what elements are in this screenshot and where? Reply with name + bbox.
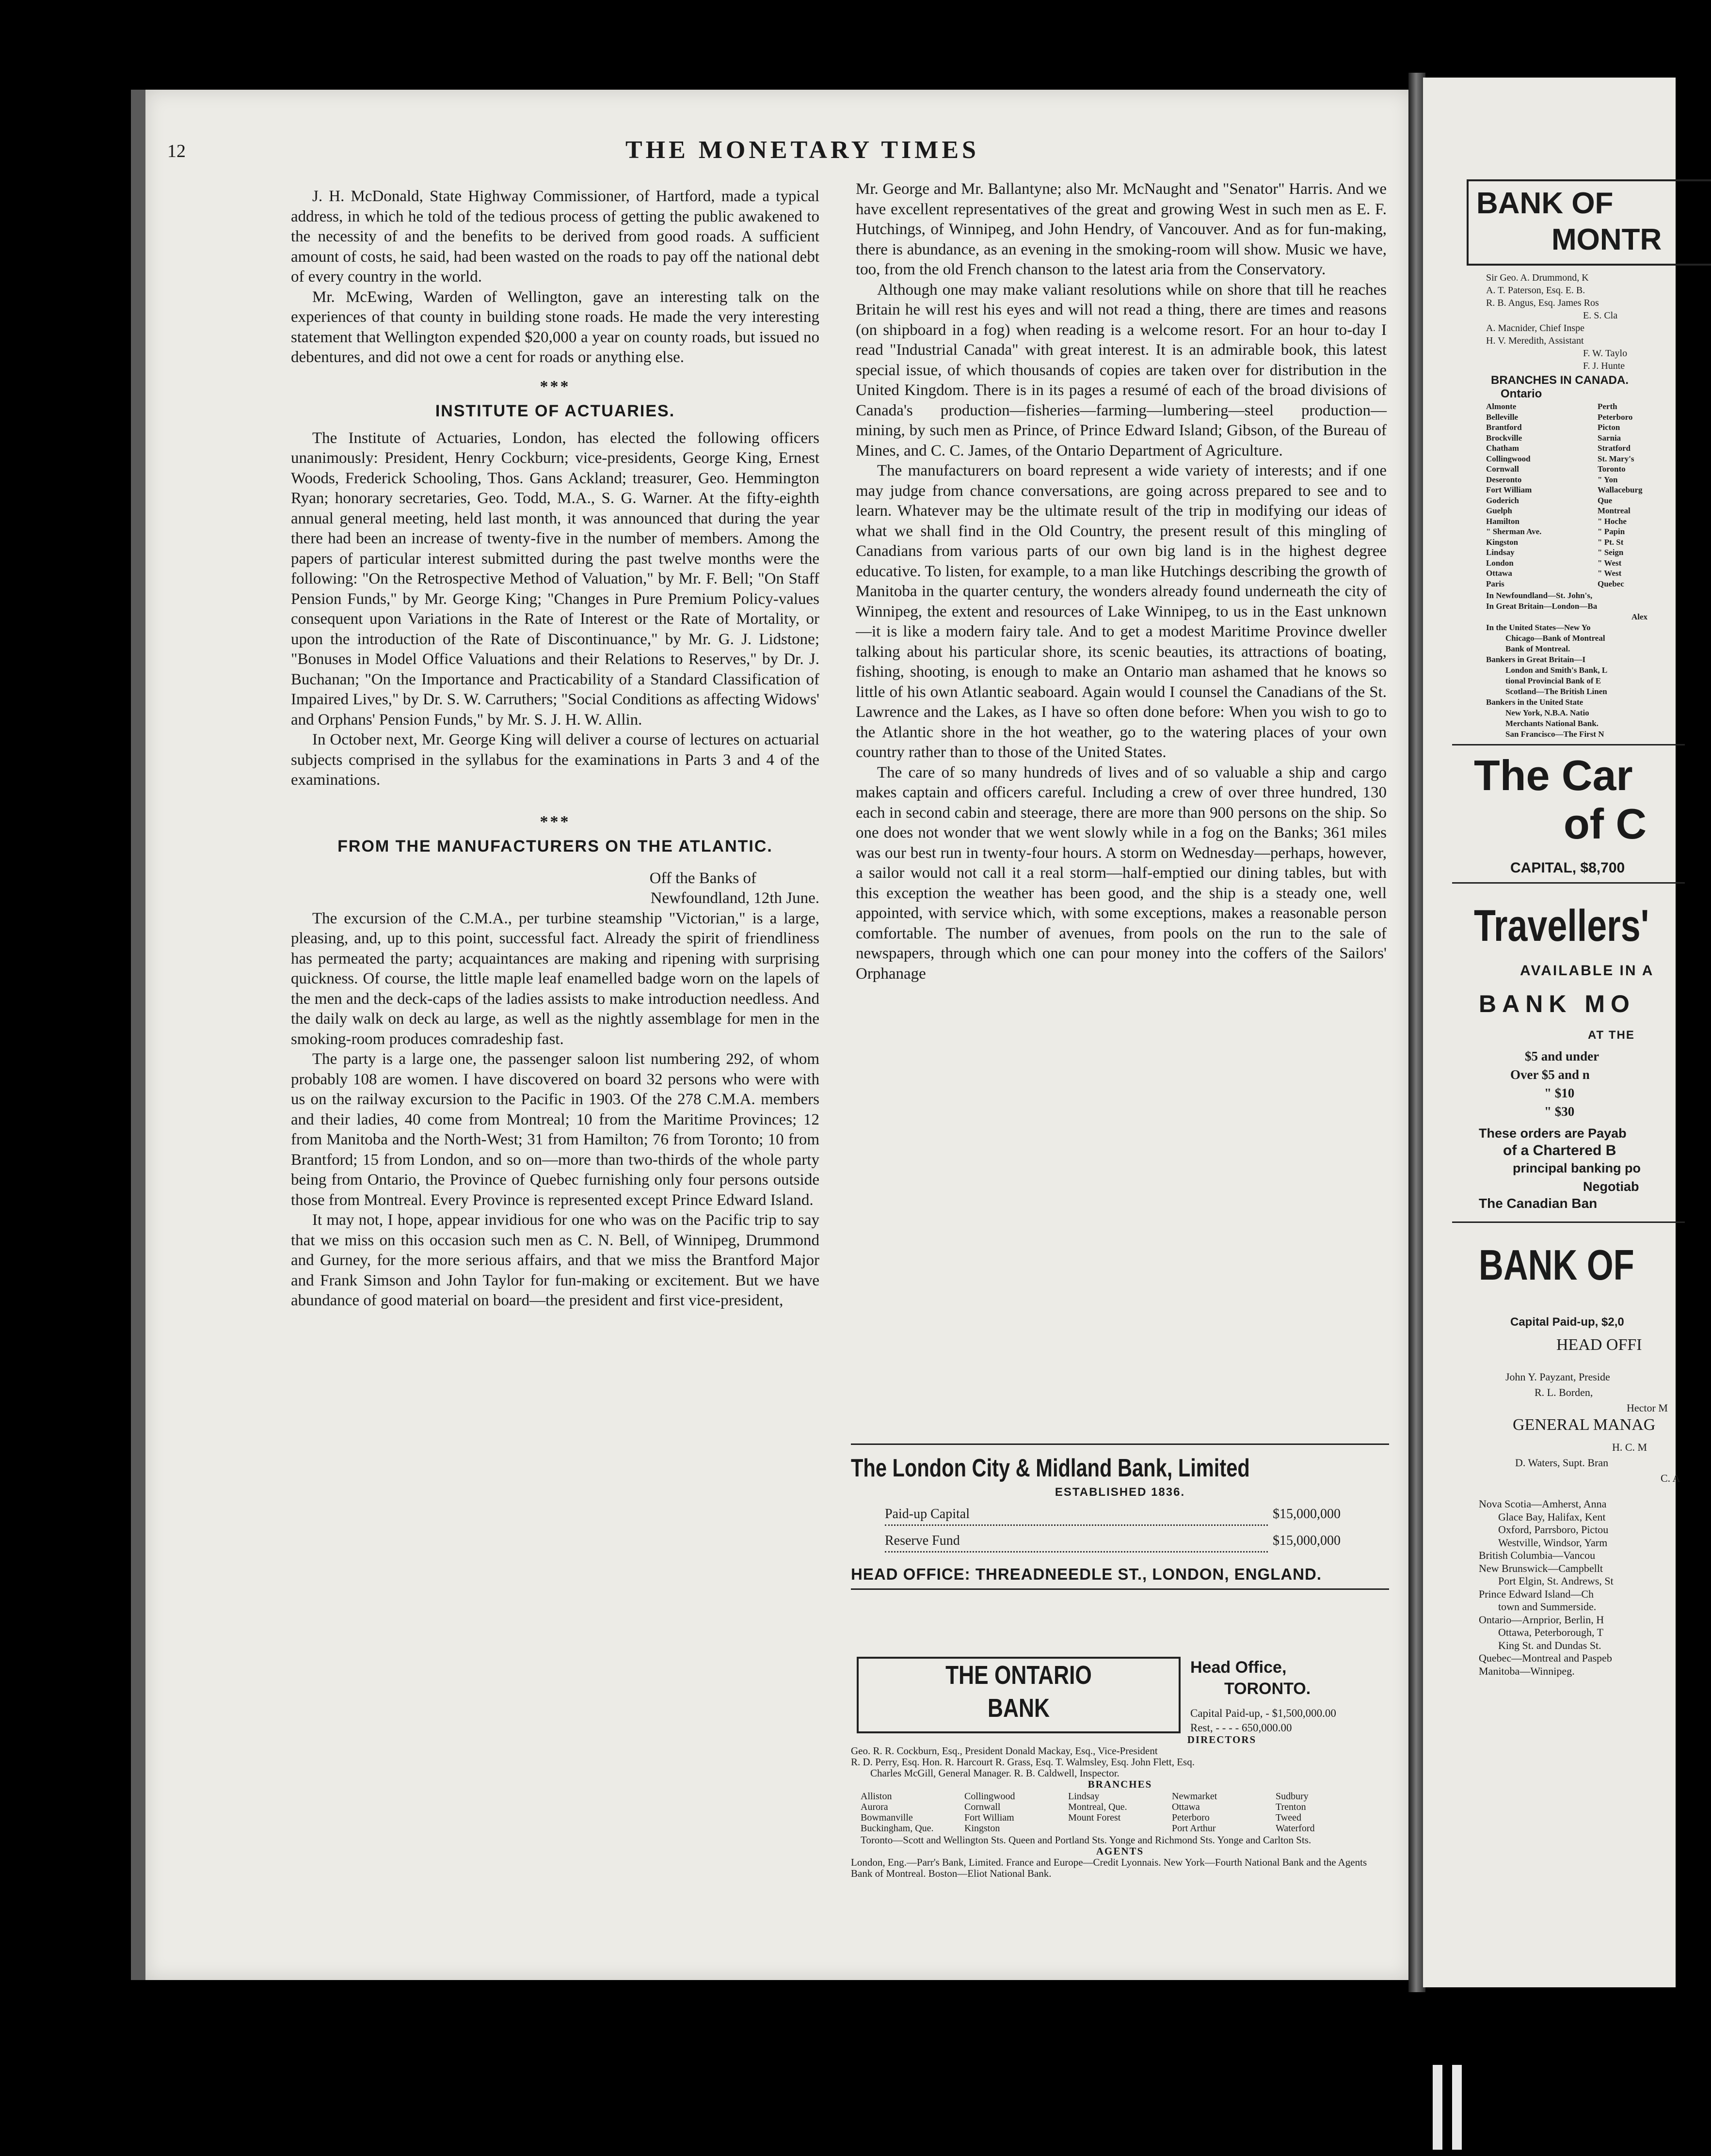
section-heading: FROM THE MANUFACTURERS ON THE ATLANTIC. xyxy=(337,837,773,856)
head-office-city: TORONTO. xyxy=(1224,1680,1311,1698)
paragraph: Mr. George and Mr. Ballantyne; also Mr. McNaught and "Senator" Harris. And we have excellent representatives of the great and growing West in such men as E. F. Hutchings, of Winnipeg, and John Hendry, of Vancouver. And as for fun-making, there is abundance, as an evening in the smoking-room will show. Music we have, too, from the old French chanson to the latest aria from the Conservatory. xyxy=(856,180,1387,278)
bank-of-title: BANK OF xyxy=(1479,1241,1634,1289)
foreign-line: Merchants National Bank. xyxy=(1505,719,1599,728)
foreign-line: Alex xyxy=(1631,612,1648,621)
gm-line: H. C. M xyxy=(1612,1441,1647,1453)
province-line: Oxford, Parrsboro, Pictou xyxy=(1498,1523,1609,1536)
branch: Aurora xyxy=(861,1802,888,1812)
foreign-line: In Great Britain—London—Ba xyxy=(1486,602,1598,611)
branch-item: Sarnia xyxy=(1598,433,1621,443)
divider xyxy=(1452,882,1685,884)
row-value: $15,000,000 xyxy=(1273,1533,1341,1548)
branch-item: Que xyxy=(1598,495,1613,505)
reserve-fund-row xyxy=(885,1531,1341,1557)
branch: Kingston xyxy=(964,1823,1000,1834)
branch: Collingwood xyxy=(964,1791,1015,1802)
foreign-line: tional Provincial Bank of E xyxy=(1505,676,1601,685)
branch: Port Arthur xyxy=(1172,1823,1216,1834)
branch-item: " Seign xyxy=(1598,548,1624,557)
branch-item: Guelph xyxy=(1486,506,1512,515)
canadian-title-2: of C xyxy=(1564,800,1647,848)
province-line: Glace Bay, Halifax, Kent xyxy=(1498,1510,1606,1523)
branch-item: " Yon xyxy=(1598,475,1618,484)
branch-item: Fort William xyxy=(1486,485,1532,494)
branch-item: Goderich xyxy=(1486,495,1519,505)
province-line: Quebec—Montreal and Paspeb xyxy=(1479,1652,1612,1664)
dateline: Newfoundland, 12th June. xyxy=(650,889,819,907)
foreign-line: Bank of Montreal. xyxy=(1505,644,1570,653)
branch-item: " Sherman Ave. xyxy=(1486,527,1542,536)
branch-item: " Pt. St xyxy=(1598,537,1624,547)
capital-paid: Capital Paid-up, $2,0 xyxy=(1510,1316,1624,1329)
branches-grid xyxy=(861,1791,1379,1834)
bom-branches-heading: BRANCHES IN CANADA. xyxy=(1491,374,1629,387)
rate-line: " $10 xyxy=(1544,1086,1575,1100)
row-label: Reserve Fund xyxy=(885,1531,1268,1553)
bank-mo: BANK MO xyxy=(1479,990,1635,1017)
rates-list xyxy=(1510,1047,1599,1121)
foreign-line: Bankers in the United State xyxy=(1486,698,1583,707)
rest-line: Rest, - - - - 650,000.00 xyxy=(1190,1722,1292,1734)
province-line: Port Elgin, St. Andrews, St xyxy=(1498,1575,1614,1587)
paragraph: The Institute of Actuaries, London, has elected the following officers unanimously: President, Henry Cockburn; vice-presidents, George King, Ernest Woods, Frederick Schooling, Thos. Gans Ackland; treasurer, Geo. Hemmington Ryan; honorary secretaries, Geo. Todd, M.A., S. G. Warner. At the fifty-eighth annual general meeting, held last month, it was announced that during the year there had been an increase of twenty-five in the number of members. Among the papers of particular interest submitted during the past twelve months were the following: "On the Retrospective Method of Valuation," by Mr. F. Bell; "On Staff Pension Funds," by Mr. George King; "Changes in Pure Premium Policy-values consequent upon Variations in the Rate of Interest or the Rate of Mortality, or upon the introduction of the Rate of Discontinuance," by Mr. G. J. Lidstone; "Bonuses in Model Office Valuations and their Relations to Reserves," by Dr. J. Buchanan; "On the Importance and Practicability of a Standard Classification of Impaired Lives," by Dr. S. W. Carruthers; "Social Conditions as affecting Widows' and Orphans' Pension Funds," by Mr. S. J. H. W. Allin. xyxy=(291,429,819,729)
branch-item: Toronto xyxy=(1598,464,1626,474)
branch-item: " West xyxy=(1598,569,1622,578)
branch-item: Almonte xyxy=(1486,402,1517,411)
branch-item: Brantford xyxy=(1486,423,1522,432)
branch-item: Wallaceburg xyxy=(1598,485,1643,494)
officer-line: John Y. Payzant, Preside xyxy=(1505,1371,1610,1383)
film-marker xyxy=(1433,2065,1442,2150)
province-line: town and Summerside. xyxy=(1498,1601,1597,1613)
province-line: King St. and Dundas St. xyxy=(1498,1639,1601,1651)
bom-name: E. S. Cla xyxy=(1583,310,1618,321)
paragraph: The manufacturers on board represent a wide variety of interests; and if one may judge from chance conversations, are going across prepared to see and to learn. Whatever may be the ultimate result of the trip in modifying our ideas of what we shall find in the Old Country, the present result of this mingling of Canadians from various parts of our own big land is in the highest degree educative. To listen, for example, to a man like Hutchings describing the growth of Manitoba in the quarter century, the wonders already found underneath the city of Winnipeg, the extent and resources of Lake Winnipeg, to us in the East unknown—it is like a modern fairy tale. And to get a modest Maritime Province dweller talking about his particular shore, its scenic beauties, its attractions of boating, fishing, shooting, is enough to make an Ontario man ashamed that he knows so little of his own Atlantic seaboard. Again would I counsel the Canadians of the St. Lawrence and the Lakes, as I have so often done before: When you wish to go to the Atlantic shore in the hot weather, go to the watering places of your own country rather than to those of the United States. xyxy=(856,462,1387,761)
paragraph: J. H. McDonald, State Highway Commissioner, of Hartford, made a typical address, in which he told of the tedious process of getting the public awakened to the necessity of and the benefits to be derived from good roads. A sufficient amount of costs, he said, had been wasted on the roads to pay off the national debt of every country in the world. xyxy=(291,188,819,285)
bom-branch-list-right xyxy=(1598,401,1643,589)
province-line: Ontario—Arnprior, Berlin, H xyxy=(1479,1613,1604,1626)
branch-item: Collingwood xyxy=(1486,454,1531,463)
directors-line: R. D. Perry, Esq. Hon. R. Harcourt R. Grass, Esq. T. Walmsley, Esq. John Flett, Esq. xyxy=(851,1756,1195,1768)
column-right xyxy=(856,179,1387,984)
officer-line: R. L. Borden, xyxy=(1535,1386,1593,1398)
branch: Waterford xyxy=(1276,1823,1315,1834)
province-line: Nova Scotia—Amherst, Anna xyxy=(1479,1498,1607,1510)
bom-name: A. T. Paterson, Esq. E. B. xyxy=(1486,285,1585,296)
province-line: Prince Edward Island—Ch xyxy=(1479,1587,1594,1600)
right-page xyxy=(1423,78,1680,1987)
foreign-line: Bankers in Great Britain—I xyxy=(1486,655,1586,664)
ontario-head-office xyxy=(1190,1657,1311,1699)
branches-heading: BRANCHES xyxy=(1087,1778,1152,1790)
bom-names xyxy=(1486,271,1627,372)
bom-ontario: Ontario xyxy=(1501,387,1542,400)
provinces-list xyxy=(1479,1498,1614,1678)
travellers-title: Travellers' xyxy=(1474,901,1649,951)
foreign-line: Scotland—The British Linen xyxy=(1505,687,1607,696)
ornament: *** xyxy=(540,812,571,831)
divider xyxy=(1452,1221,1685,1223)
capital-line: Capital Paid-up, - $1,500,000.00 xyxy=(1190,1707,1336,1719)
at-the: AT THE xyxy=(1588,1029,1635,1042)
ontario-bank-name-box xyxy=(857,1657,1181,1733)
branch-item: Perth xyxy=(1598,402,1617,411)
paragraph: The care of so many hundreds of lives and of so valuable a ship and cargo makes captain and officers careful. Including a crew of over three hundred, 130 each in second cabin and steerage, there are more than 900 persons on the ship. So one does not wonder that we went slowly while in a fog on the Banks; 361 miles was our best run in twenty-four hours. A storm on Wednesday—perhaps, however, a sailor would not call it a real storm—half-emptied our dining tables, but with this exception the weather has been good, and the ship is a steady one, well appointed, with service which, with some exceptions, makes a reasonable person comfortable. The number of avenues, from pools on the run to the sale of newspapers, through which one can pour money into the coffers of the Sailors' Orphanage xyxy=(856,763,1387,983)
foreign-line: New York, N.B.A. Natio xyxy=(1505,708,1589,717)
ad-title: The London City & Midland Bank, Limited xyxy=(851,1454,1250,1482)
payable-line-3: principal banking po xyxy=(1513,1161,1641,1175)
bom-name: F. W. Taylo xyxy=(1583,348,1628,359)
branch-item: Quebec xyxy=(1598,579,1624,588)
foreign-line: San Francisco—The First N xyxy=(1505,729,1604,739)
branch-item: Brockville xyxy=(1486,433,1522,443)
branch: Mount Forest xyxy=(1068,1812,1121,1823)
rate-line: Over $5 and n xyxy=(1510,1067,1590,1082)
rate-line: " $30 xyxy=(1544,1104,1575,1119)
branch: Newmarket xyxy=(1172,1791,1217,1802)
foreign-line: London and Smith's Bank, L xyxy=(1505,666,1608,675)
branch: Fort William xyxy=(964,1812,1014,1823)
branch: Buckingham, Que. xyxy=(861,1823,934,1834)
branch: Bowmanville xyxy=(861,1812,913,1823)
rate-line: $5 and under xyxy=(1525,1049,1599,1063)
branch: Lindsay xyxy=(1068,1791,1100,1802)
column-left xyxy=(291,187,819,1311)
officers xyxy=(1505,1369,1668,1416)
ad-head-office: HEAD OFFICE: THREADNEEDLE ST., LONDON, ENGLAND. xyxy=(851,1565,1322,1583)
paragraph: The excursion of the C.M.A., per turbine steamship "Victorian," is a large, pleasing, and, up to this point, successful fact. Already the spirit of friendliness has permeated the party; acquaintances are making and ripening with surprising quickness. Of course, the little maple leaf enamelled badge worn on the lapels of the men and the deck-caps of the ladies assists to make introduction needless. And the daily walk on deck au large, as well as the nightly assemblage for men in the smoking-room produces comradeship fast. xyxy=(291,909,819,1048)
branch-item: Chatham xyxy=(1486,444,1519,453)
directors-line: Geo. R. R. Cockburn, Esq., President Donald Mackay, Esq., Vice-President xyxy=(851,1745,1158,1757)
branch-item: Deseronto xyxy=(1486,475,1522,484)
payable-line-2: of a Chartered B xyxy=(1503,1142,1616,1158)
canadian-bank: The Canadian Ban xyxy=(1479,1196,1598,1211)
branch-item: " Papin xyxy=(1598,527,1625,536)
london-city-midland-ad xyxy=(851,1435,1389,1599)
branch-item: Lindsay xyxy=(1486,548,1515,557)
branch-item: " Hoche xyxy=(1598,516,1627,526)
toronto-branches: Toronto—Scott and Wellington Sts. Queen and Portland Sts. Yonge and Richmond Sts. Yonge and Carlton Sts. xyxy=(861,1834,1311,1846)
branch: Peterboro xyxy=(1172,1812,1210,1823)
dateline: Off the Banks of xyxy=(649,869,756,887)
bom-name: Sir Geo. A. Drummond, K xyxy=(1486,272,1589,283)
branch-item: Ottawa xyxy=(1486,569,1512,578)
negotiable: Negotiab xyxy=(1583,1179,1639,1194)
ornament: *** xyxy=(540,377,571,396)
bank-name-line: THE ONTARIO xyxy=(945,1661,1092,1690)
branch-item: Hamilton xyxy=(1486,516,1519,526)
foreign-line: In Newfoundland—St. John's, xyxy=(1486,591,1593,600)
foreign-line: In the United States—New Yo xyxy=(1486,623,1591,632)
branch-item: Peterboro xyxy=(1598,412,1633,422)
general-manager: GENERAL MANAG xyxy=(1513,1416,1656,1434)
province-line: British Columbia—Vancou xyxy=(1479,1549,1596,1561)
branch-item: Cornwall xyxy=(1486,464,1519,474)
ontario-capital xyxy=(1190,1706,1336,1735)
ad-established: ESTABLISHED 1836. xyxy=(1055,1486,1185,1499)
branch-item: London xyxy=(1486,558,1514,568)
bank-name-line: BANK xyxy=(988,1694,1050,1723)
branch: Montreal, Que. xyxy=(1068,1802,1127,1812)
bom-name: H. V. Meredith, Assistant xyxy=(1486,335,1584,346)
row-value: $15,000,000 xyxy=(1273,1506,1341,1522)
branch: Cornwall xyxy=(964,1802,1001,1812)
head-office-label: Head Office, xyxy=(1190,1658,1287,1677)
bom-foreign-branches xyxy=(1486,590,1647,740)
bom-title-1: BANK OF xyxy=(1476,187,1614,220)
gm-lines xyxy=(1515,1440,1680,1486)
branch: Ottawa xyxy=(1172,1802,1200,1812)
page-number: 12 xyxy=(167,141,186,161)
film-marker xyxy=(1452,2065,1462,2150)
officer-line: Hector M xyxy=(1627,1402,1668,1414)
branch-item: Picton xyxy=(1598,423,1620,432)
canadian-capital: CAPITAL, $8,700 xyxy=(1510,860,1625,876)
branch-item: Kingston xyxy=(1486,537,1519,547)
branch-item: St. Mary's xyxy=(1598,454,1634,463)
section-heading: INSTITUTE OF ACTUARIES. xyxy=(435,402,675,420)
foreign-line: Chicago—Bank of Montreal xyxy=(1505,634,1605,643)
divider xyxy=(1452,744,1685,745)
masthead: THE MONETARY TIMES xyxy=(625,136,979,164)
head-office: HEAD OFFI xyxy=(1556,1336,1642,1354)
directors-line: Charles McGill, General Manager. R. B. Caldwell, Inspector. xyxy=(870,1767,1119,1779)
branch-item: Stratford xyxy=(1598,444,1631,453)
ontario-details xyxy=(851,1734,1389,1879)
province-line: New Brunswick—Campbellt xyxy=(1479,1562,1603,1574)
branch xyxy=(1068,1823,1172,1834)
bom-title-2: MONTR xyxy=(1551,223,1662,256)
row-label: Paid-up Capital xyxy=(885,1504,1268,1526)
divider xyxy=(851,1588,1389,1590)
bom-name: R. B. Angus, Esq. James Ros xyxy=(1486,298,1599,308)
branch: Trenton xyxy=(1276,1802,1306,1812)
branch: Tweed xyxy=(1276,1812,1302,1823)
bom-name: A. Macnider, Chief Inspe xyxy=(1486,323,1585,333)
available-in: AVAILABLE IN A xyxy=(1520,963,1654,979)
branch-item: " West xyxy=(1598,558,1622,568)
bom-branch-list-left xyxy=(1486,401,1541,589)
gm-line: C. A xyxy=(1661,1472,1680,1484)
paid-up-capital-row xyxy=(885,1504,1341,1531)
paragraph: In October next, Mr. George King will deliver a course of lectures on actuarial subjects comprised in the syllabus for the examinations in Parts 3 and 4 of the examinations. xyxy=(291,731,819,789)
divider xyxy=(851,1443,1389,1445)
branch: Sudbury xyxy=(1276,1791,1309,1802)
canadian-title-1: The Car xyxy=(1474,751,1633,799)
province-line: Manitoba—Winnipeg. xyxy=(1479,1665,1575,1677)
paragraph: The party is a large one, the passenger saloon list numbering 292, of whom probably 108 are women. I have discovered on board 32 persons who were with us on the railway excursion to the Pacific in 1903. Of the 278 C.M.A. members and their ladies, 40 come from Montreal; 10 from the Maritime Provinces; 12 from Manitoba and the North-West; 31 from Hamilton; 76 from Toronto; 10 from Brantford; 15 from London, and so on—more than two-thirds of the whole party being from Ontario, the Province of Quebec furnishing only four persons outside those from Montreal. Every Province is represented except Prince Edward Island. xyxy=(291,1050,819,1209)
bom-name: F. J. Hunte xyxy=(1583,361,1625,371)
branch-item: Montreal xyxy=(1598,506,1631,515)
province-line: Westville, Windsor, Yarm xyxy=(1498,1536,1608,1549)
agents-heading: AGENTS xyxy=(1096,1845,1144,1857)
branch-item: Belleville xyxy=(1486,412,1519,422)
branch: Alliston xyxy=(861,1791,892,1802)
paragraph: Although one may make valiant resolutions while on shore that till he reaches Britain he will rest his eyes and will not read a thing, there are times and reasons (on shipboard in a fog) when reading is a welcome resort. For an hour to-day I read "Industrial Canada" with great interest. It is an admirable book, this latest special issue, of which thousands of copies are taken over for distribution in the United Kingdom. There is in its pages a resumé of each of the broad divisions of Canada's production—fisheries—farming—lumbering—steel production—mining, by such men as Prince, of Prince Edward Island; Gibson, of the Bureau of Mines, and C. C. James, of the Ontario Department of Agriculture. xyxy=(856,281,1387,460)
province-line: Ottawa, Peterborough, T xyxy=(1498,1626,1604,1638)
payable-line-1: These orders are Payab xyxy=(1479,1126,1627,1141)
directors-heading: DIRECTORS xyxy=(1187,1734,1257,1745)
paragraph: Mr. McEwing, Warden of Wellington, gave an interesting talk on the experiences of that county in building stone roads. He made the very interesting statement that Wellington expended $20,000 a year on county roads, but issued no debentures, and did not owe a cent for roads or anything else. xyxy=(291,288,819,366)
gm-line: D. Waters, Supt. Bran xyxy=(1515,1457,1609,1469)
ontario-bank-ad xyxy=(851,1653,1389,1879)
agents-text: London, Eng.—Parr's Bank, Limited. France and Europe—Credit Lyonnais. New York—Fourth National Bank and the Agents Bank of Montreal. Boston—Eliot National Bank. xyxy=(851,1856,1367,1879)
paragraph: It may not, I hope, appear invidious for one who was on the Pacific trip to say that we miss on this occasion such men as C. N. Bell, of Winnipeg, Drummond and Gurney, for the more serious affairs, and that we miss the Brantford Major and Frank Simson and John Taylor for fun-making or excitement. But we have abundance of good material on board—the president and first vice-president, xyxy=(291,1211,819,1309)
branch-item: Paris xyxy=(1486,579,1504,588)
